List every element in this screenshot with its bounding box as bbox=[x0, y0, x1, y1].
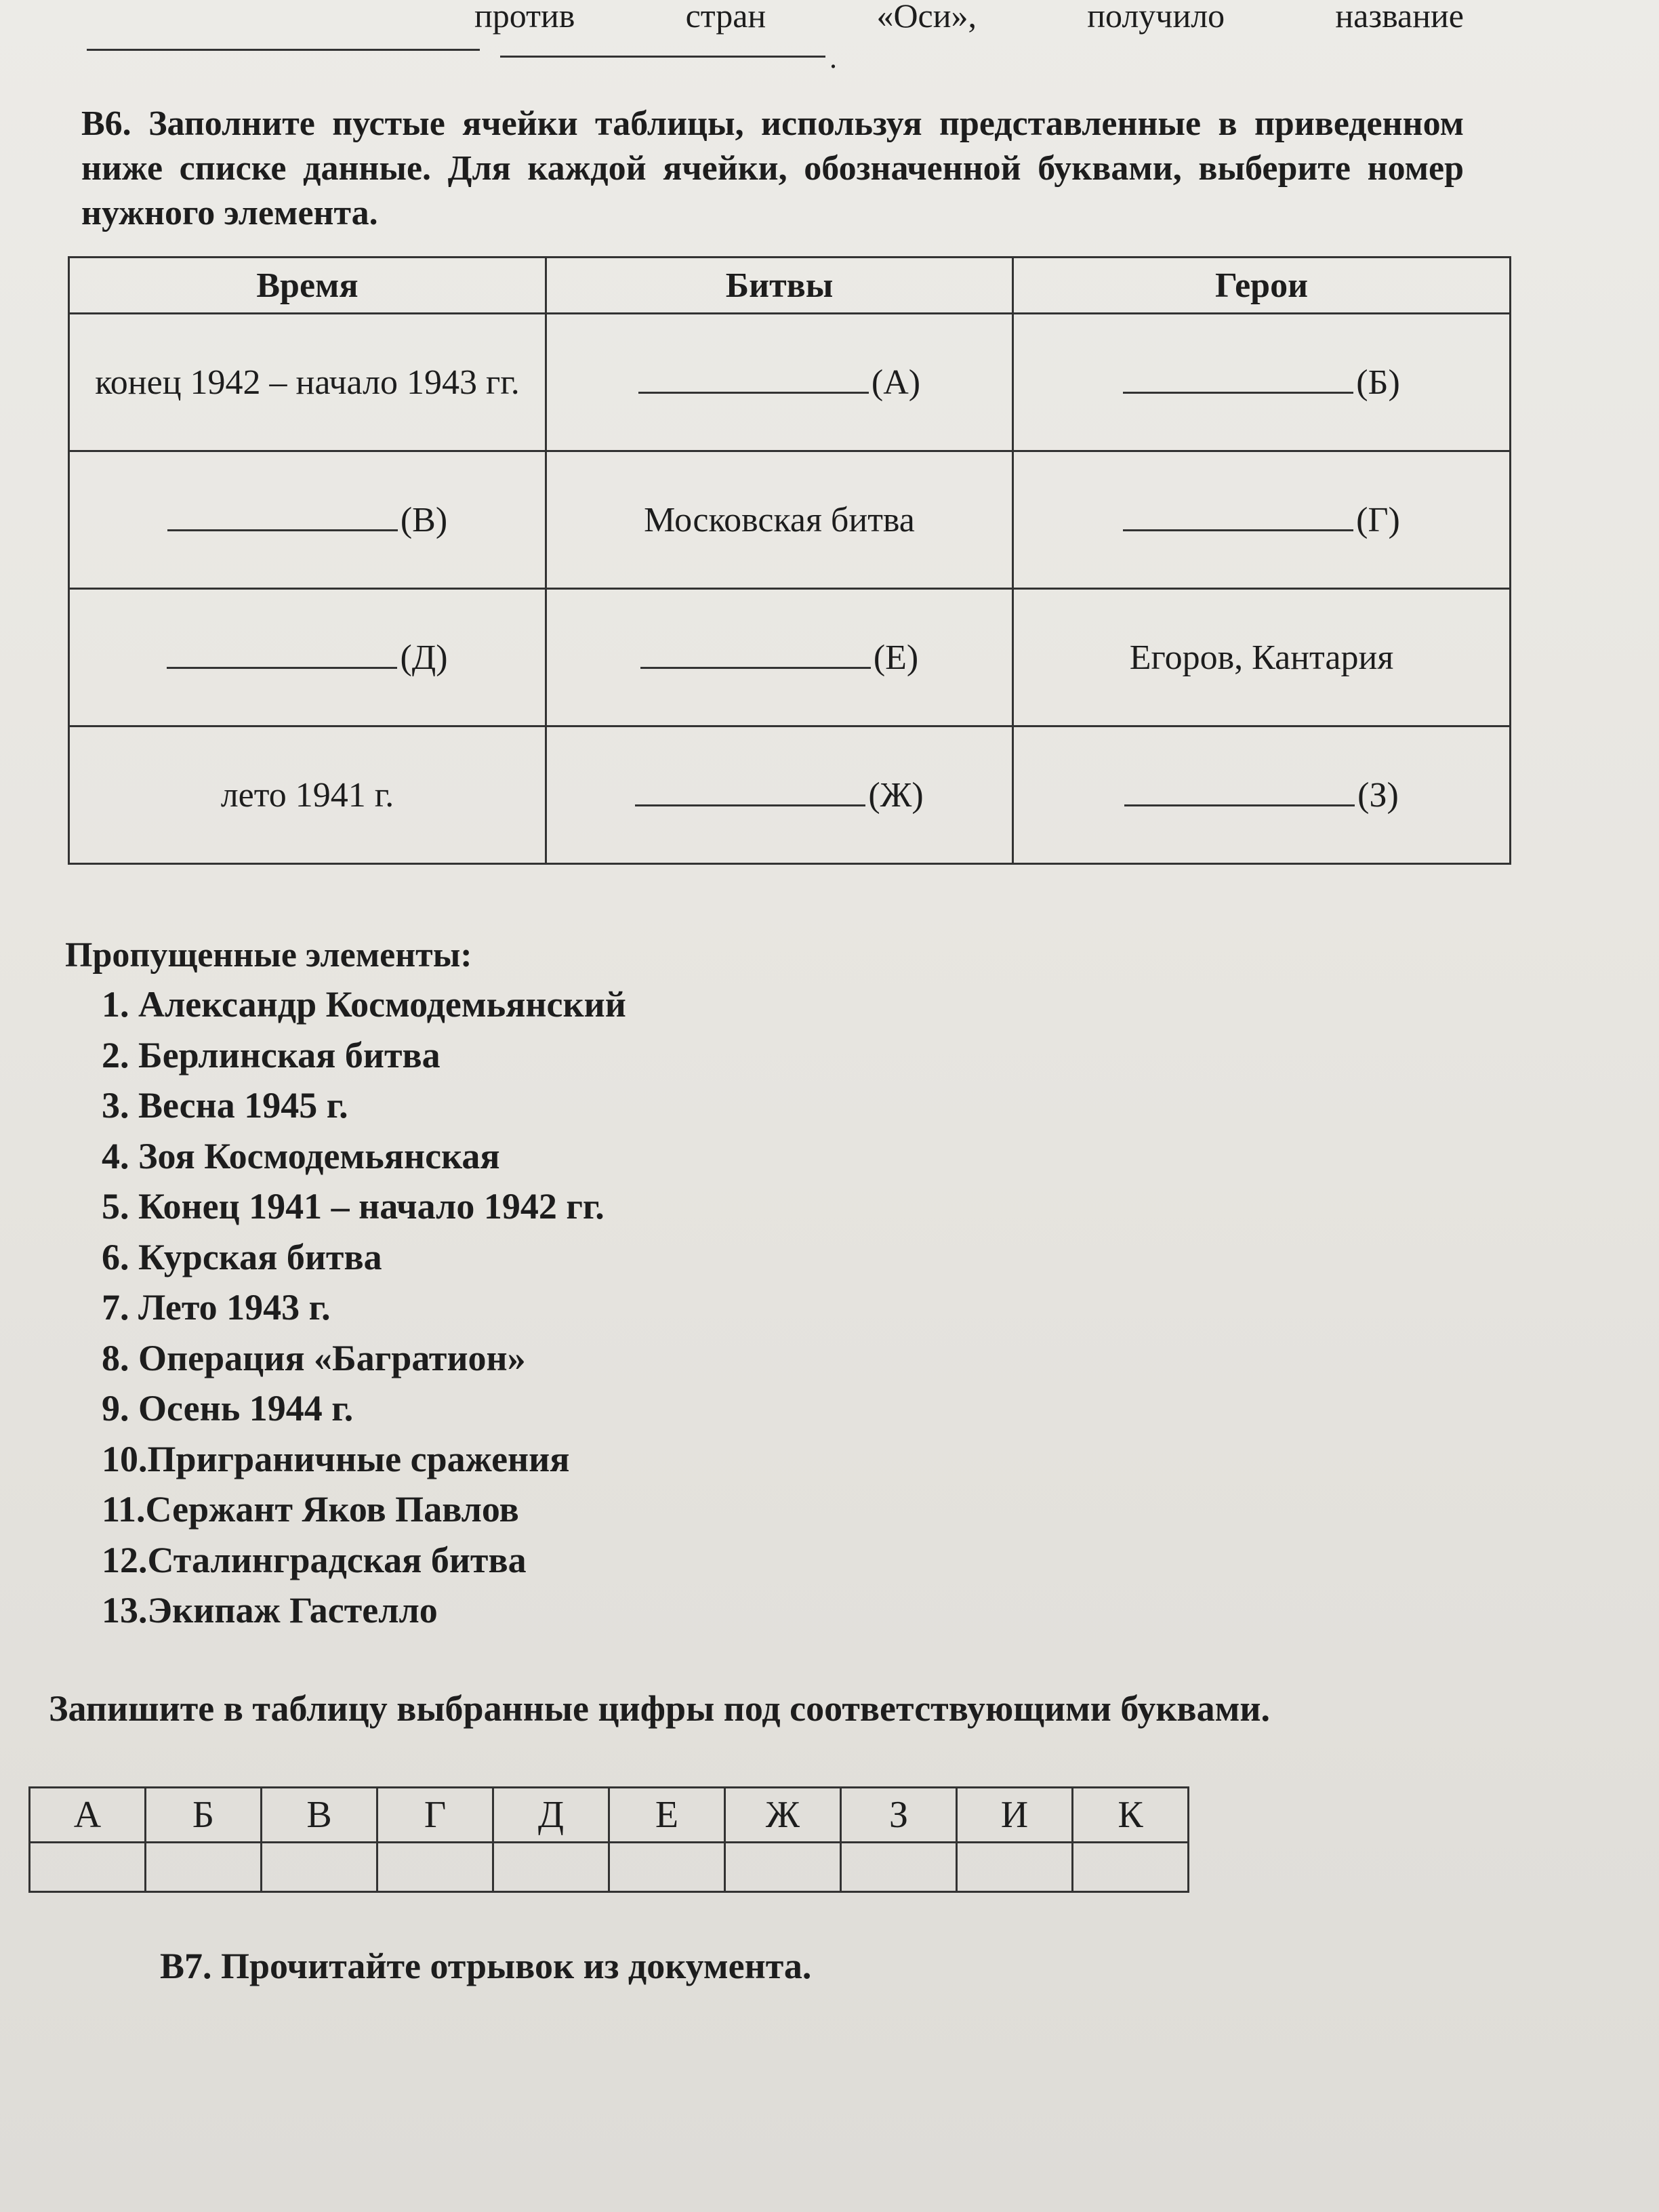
answer-grid bbox=[28, 1786, 1189, 1893]
cell-heroes[interactable] bbox=[1013, 451, 1511, 589]
cell-time[interactable] bbox=[69, 451, 546, 589]
list-item: 5. Конец 1941 – начало 1942 гг. bbox=[102, 1186, 605, 1227]
blank-line[interactable] bbox=[640, 666, 871, 669]
missing-elements-list bbox=[102, 979, 626, 1636]
blank-line[interactable] bbox=[638, 391, 869, 394]
cell-letter: (Е) bbox=[873, 638, 919, 677]
answer-letter: З bbox=[841, 1788, 957, 1843]
cell-heroes[interactable] bbox=[1013, 726, 1511, 864]
cell-heroes[interactable] bbox=[1013, 314, 1511, 451]
previous-question-fragment bbox=[474, 0, 1464, 35]
cell-battle[interactable] bbox=[546, 726, 1013, 864]
list-item: 2. Берлинская битва bbox=[102, 1034, 441, 1076]
header-battles: Битвы bbox=[546, 258, 1013, 314]
cell-time bbox=[69, 726, 546, 864]
list-item: 12.Сталинградская битва bbox=[102, 1539, 527, 1580]
blank-line[interactable] bbox=[1123, 529, 1353, 531]
cell-time[interactable] bbox=[69, 589, 546, 726]
cell-letter: (Ж) bbox=[868, 775, 924, 815]
header-heroes: Герои bbox=[1013, 258, 1511, 314]
table-row bbox=[69, 589, 1511, 726]
answer-letters-row bbox=[30, 1788, 1189, 1843]
fragment-word: «Оси», bbox=[876, 0, 977, 35]
answer-letter: И bbox=[957, 1788, 1073, 1843]
cell-text: конец 1942 – начало 1943 гг. bbox=[95, 363, 520, 402]
list-item: 11.Сержант Яков Павлов bbox=[102, 1489, 519, 1530]
cell-text: лето 1941 г. bbox=[220, 775, 394, 815]
cell-letter: (З) bbox=[1357, 775, 1399, 815]
blank-line[interactable] bbox=[635, 804, 865, 806]
list-item: 10.Приграничные сражения bbox=[102, 1438, 570, 1479]
missing-elements-title: Пропущенные элементы: bbox=[65, 936, 472, 975]
cell-battle bbox=[546, 451, 1013, 589]
answer-letter: Ж bbox=[725, 1788, 841, 1843]
blank-line[interactable] bbox=[167, 529, 398, 531]
answer-cell[interactable] bbox=[493, 1843, 609, 1892]
task-b6-text: В6. Заполните пустые ячейки таблицы, используя представленные в приведенном ниже списке данные. Для каждой ячейки, обозначенной буквами, выберите номер нужного элемента. bbox=[81, 104, 1464, 232]
answer-cell[interactable] bbox=[1073, 1843, 1189, 1892]
answer-cell[interactable] bbox=[262, 1843, 377, 1892]
table-row bbox=[69, 314, 1511, 451]
cell-text: Московская битва bbox=[644, 500, 915, 539]
fragment-word: название bbox=[1335, 0, 1464, 35]
cell-time bbox=[69, 314, 546, 451]
answer-cell[interactable] bbox=[957, 1843, 1073, 1892]
header-time: Время bbox=[69, 258, 546, 314]
list-item: 9. Осень 1944 г. bbox=[102, 1388, 354, 1429]
answer-blank-line[interactable] bbox=[500, 56, 825, 58]
cell-letter: (Б) bbox=[1356, 363, 1400, 402]
blank-line[interactable] bbox=[1123, 391, 1353, 394]
list-item: 7. Лето 1943 г. bbox=[102, 1287, 331, 1328]
answer-letter: Е bbox=[609, 1788, 725, 1843]
blank-line[interactable] bbox=[1124, 804, 1355, 806]
cell-letter: (В) bbox=[400, 500, 448, 539]
list-item: 13.Экипаж Гастелло bbox=[102, 1590, 438, 1631]
list-item: 4. Зоя Космодемьянская bbox=[102, 1135, 500, 1176]
answer-letter: Г bbox=[377, 1788, 493, 1843]
cell-battle[interactable] bbox=[546, 589, 1013, 726]
write-instruction: Запишите в таблицу выбранные цифры под соответствующими буквами. bbox=[49, 1688, 1270, 1729]
list-item: 6. Курская битва bbox=[102, 1236, 382, 1277]
answer-letter: Д bbox=[493, 1788, 609, 1843]
answer-cell[interactable] bbox=[841, 1843, 957, 1892]
answer-cell[interactable] bbox=[609, 1843, 725, 1892]
answer-underlines bbox=[87, 41, 837, 75]
cell-letter: (А) bbox=[871, 363, 921, 402]
fragment-word: против bbox=[474, 0, 575, 35]
cell-battle[interactable] bbox=[546, 314, 1013, 451]
list-item: 8. Операция «Багратион» bbox=[102, 1337, 526, 1378]
cell-heroes bbox=[1013, 589, 1511, 726]
table-header-row bbox=[69, 258, 1511, 314]
fill-in-table bbox=[68, 256, 1511, 865]
answer-cell[interactable] bbox=[146, 1843, 262, 1892]
answer-digits-row bbox=[30, 1843, 1189, 1892]
answer-cell[interactable] bbox=[377, 1843, 493, 1892]
cell-letter: (Д) bbox=[400, 638, 448, 677]
fragment-word: получило bbox=[1087, 0, 1225, 35]
list-item: 1. Александр Космодемьянский bbox=[102, 984, 626, 1025]
answer-blank-line[interactable] bbox=[87, 49, 480, 51]
list-item: 3. Весна 1945 г. bbox=[102, 1085, 348, 1126]
answer-letter: А bbox=[30, 1788, 146, 1843]
blank-line[interactable] bbox=[167, 666, 397, 669]
table-row bbox=[69, 726, 1511, 864]
task-b7-text: В7. Прочитайте отрывок из документа. bbox=[160, 1946, 812, 1986]
table-row bbox=[69, 451, 1511, 589]
answer-letter: В bbox=[262, 1788, 377, 1843]
answer-cell[interactable] bbox=[30, 1843, 146, 1892]
answer-letter: К bbox=[1073, 1788, 1189, 1843]
fragment-word: стран bbox=[685, 0, 766, 35]
answer-cell[interactable] bbox=[725, 1843, 841, 1892]
cell-text: Егоров, Кантария bbox=[1129, 638, 1394, 677]
cell-letter: (Г) bbox=[1356, 500, 1400, 539]
answer-letter: Б bbox=[146, 1788, 262, 1843]
period-mark: . bbox=[830, 41, 837, 75]
